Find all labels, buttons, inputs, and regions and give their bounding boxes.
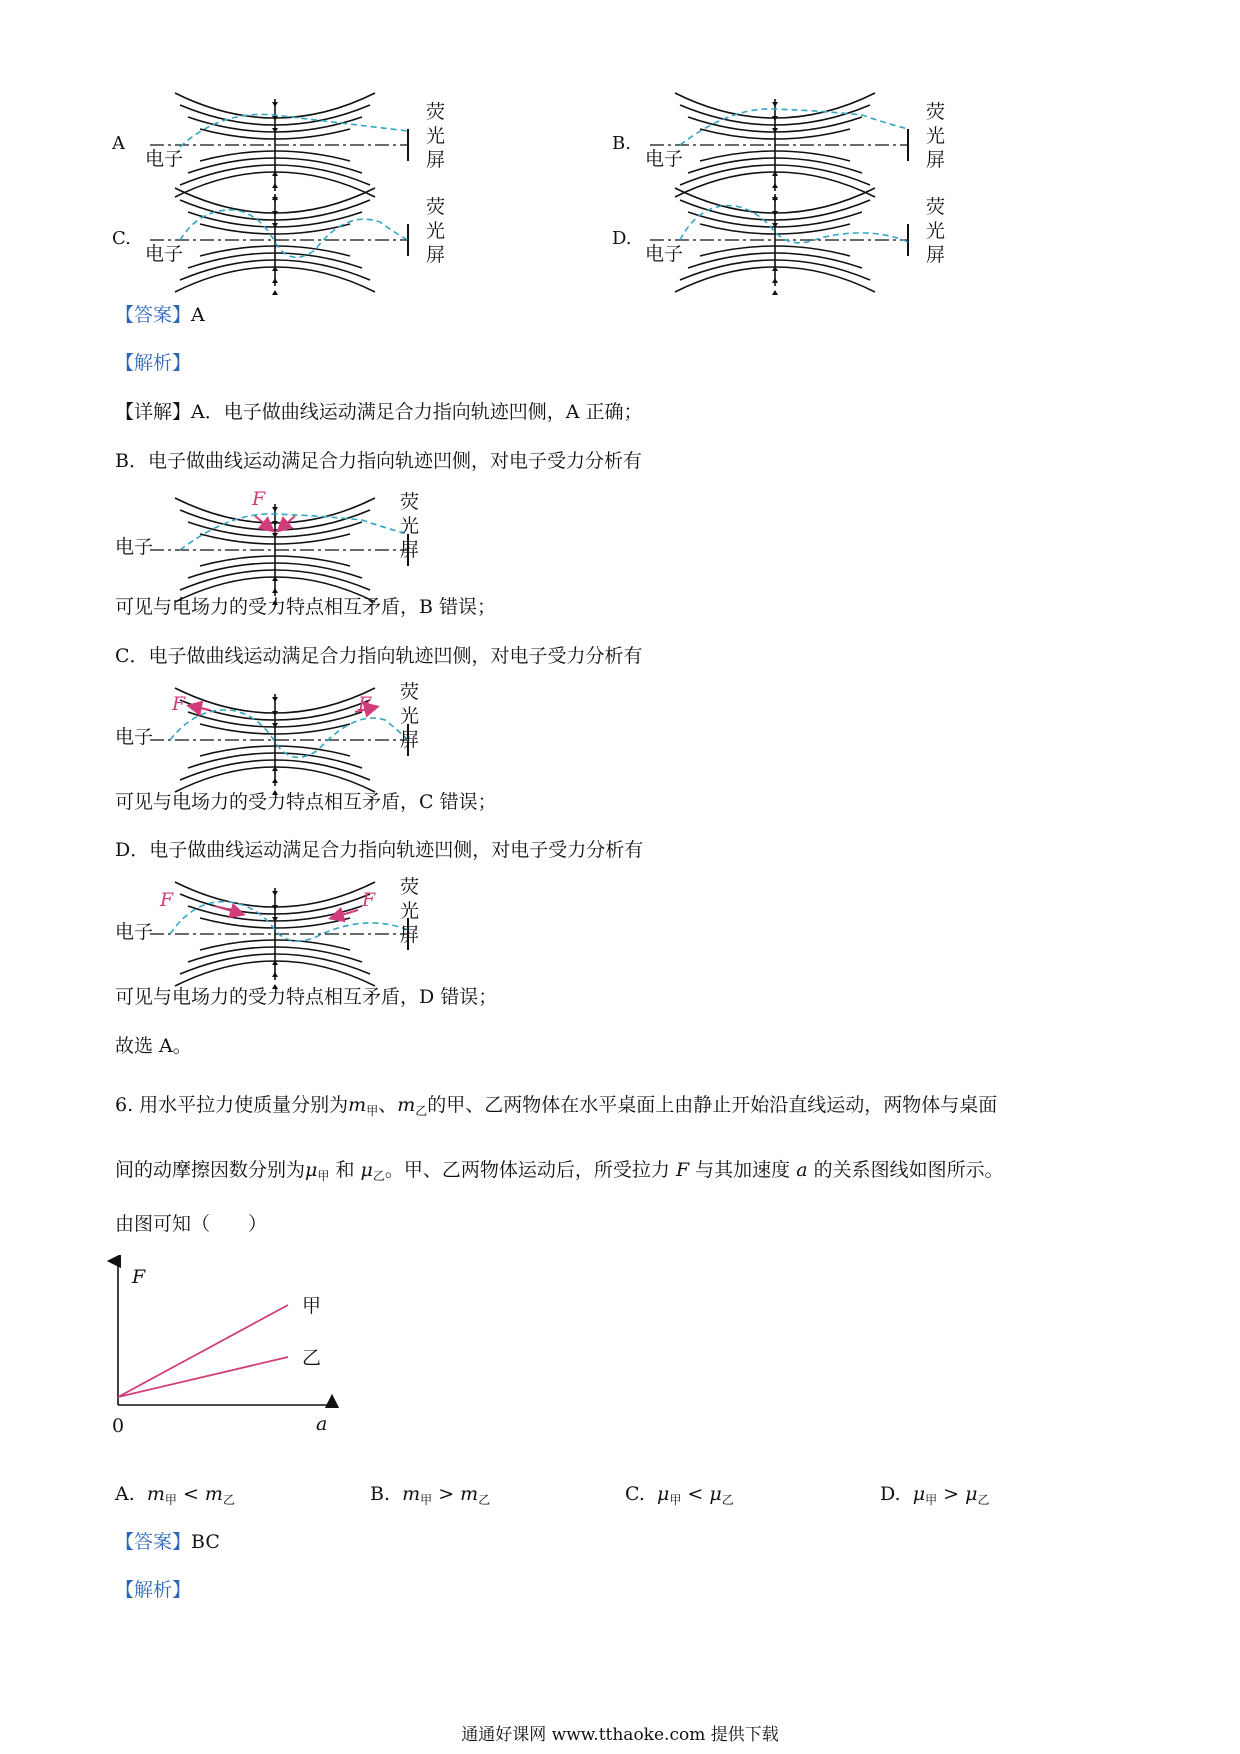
graph-origin: 0 — [112, 1415, 125, 1437]
page-footer: 通通好课网 www.tthaoke.com 提供下载 — [461, 1725, 779, 1745]
force-label-b: F — [252, 488, 266, 510]
line-yi — [118, 1357, 288, 1397]
screen-label-b2: 荧 光 屏 — [400, 491, 420, 561]
electron-label-b2: 电子 — [115, 536, 154, 558]
q5-detail-c: C．电子做曲线运动满足合力指向轨迹凹侧，对电子受力分析有 — [115, 645, 643, 667]
line-jia — [118, 1305, 288, 1397]
electron-label-c: 电子 — [145, 243, 184, 265]
force-label-d-left: F — [160, 889, 174, 911]
force-diagram-b — [140, 490, 470, 610]
graph-x-label: a — [316, 1413, 328, 1435]
q5-analysis-tag: 【解析】 — [115, 352, 192, 374]
force-label-c-left: F — [172, 693, 186, 715]
screen-label-c2: 荧 光 屏 — [400, 681, 420, 751]
option-b-label: B. — [612, 133, 631, 154]
force-diagram-d — [140, 874, 470, 994]
q6-option-c[interactable]: C. $\mu_甲 < \mu_乙$ — [625, 1483, 734, 1507]
screen-label-c: 荧 光 屏 — [426, 196, 446, 266]
q5-detail-b: B．电子做曲线运动满足合力指向轨迹凹侧，对电子受力分析有 — [115, 450, 642, 472]
graph-y-label: F — [132, 1266, 146, 1288]
q5-detail-a: 【详解】A．电子做曲线运动满足合力指向轨迹凹侧，A 正确； — [115, 401, 643, 423]
q6-analysis-tag: 【解析】 — [115, 1579, 192, 1601]
q5-detail-d: D．电子做曲线运动满足合力指向轨迹凹侧，对电子受力分析有 — [115, 839, 644, 861]
q6-line3: 由图可知（ ） — [115, 1213, 268, 1235]
field-diagram-d — [640, 180, 970, 300]
screen-label-b: 荧 光 屏 — [926, 101, 946, 171]
option-c-label: C. — [112, 228, 131, 249]
electron-label-c2: 电子 — [115, 726, 154, 748]
electron-label-d2: 电子 — [115, 921, 154, 943]
q6-line2: 间的动摩擦因数分别为$\mu_甲$ 和 $\mu_乙$。甲、乙两物体运动后，所受拉力 F 与其加速度 a 的关系图线如图所示。 — [115, 1159, 1004, 1183]
q5-conclusion-c: 可见与电场力的受力特点相互矛盾，C 错误； — [115, 791, 497, 813]
q6-line1: 6. 用水平拉力使质量分别为$m_甲$、$m_乙$的甲、乙两物体在水平桌面上由静止开始沿直线运动，两物体与桌面 — [115, 1094, 998, 1118]
q5-conclusion-d: 可见与电场力的受力特点相互矛盾，D 错误； — [115, 986, 498, 1008]
graph-label-jia: 甲 — [302, 1295, 322, 1317]
option-d-label: D. — [612, 228, 632, 249]
electron-label-a: 电子 — [145, 148, 184, 170]
q6-option-b[interactable]: B. $m_甲 > m_乙$ — [370, 1483, 491, 1507]
electron-label-d: 电子 — [645, 243, 684, 265]
electron-label-b: 电子 — [645, 148, 684, 170]
q5-final: 故选 A。 — [115, 1035, 192, 1057]
field-diagram-c — [140, 180, 470, 300]
screen-label-a: 荧 光 屏 — [426, 101, 446, 171]
q6-option-d[interactable]: D. $\mu_甲 > \mu_乙$ — [880, 1483, 990, 1507]
screen-label-d2: 荧 光 屏 — [400, 876, 420, 946]
q6-option-a[interactable]: A. $m_甲 < m_乙$ — [115, 1483, 235, 1507]
q6-answer: 【答案】BC — [115, 1531, 220, 1553]
force-label-c-right: F — [358, 693, 372, 715]
graph-label-yi: 乙 — [302, 1347, 322, 1369]
option-a-label: A — [112, 133, 125, 154]
q5-conclusion-b: 可见与电场力的受力特点相互矛盾，B 错误； — [115, 596, 497, 618]
force-diagram-c — [140, 680, 470, 800]
screen-label-d: 荧 光 屏 — [926, 196, 946, 266]
q5-answer: 【答案】A — [115, 304, 205, 326]
force-label-d-right: F — [362, 889, 376, 911]
